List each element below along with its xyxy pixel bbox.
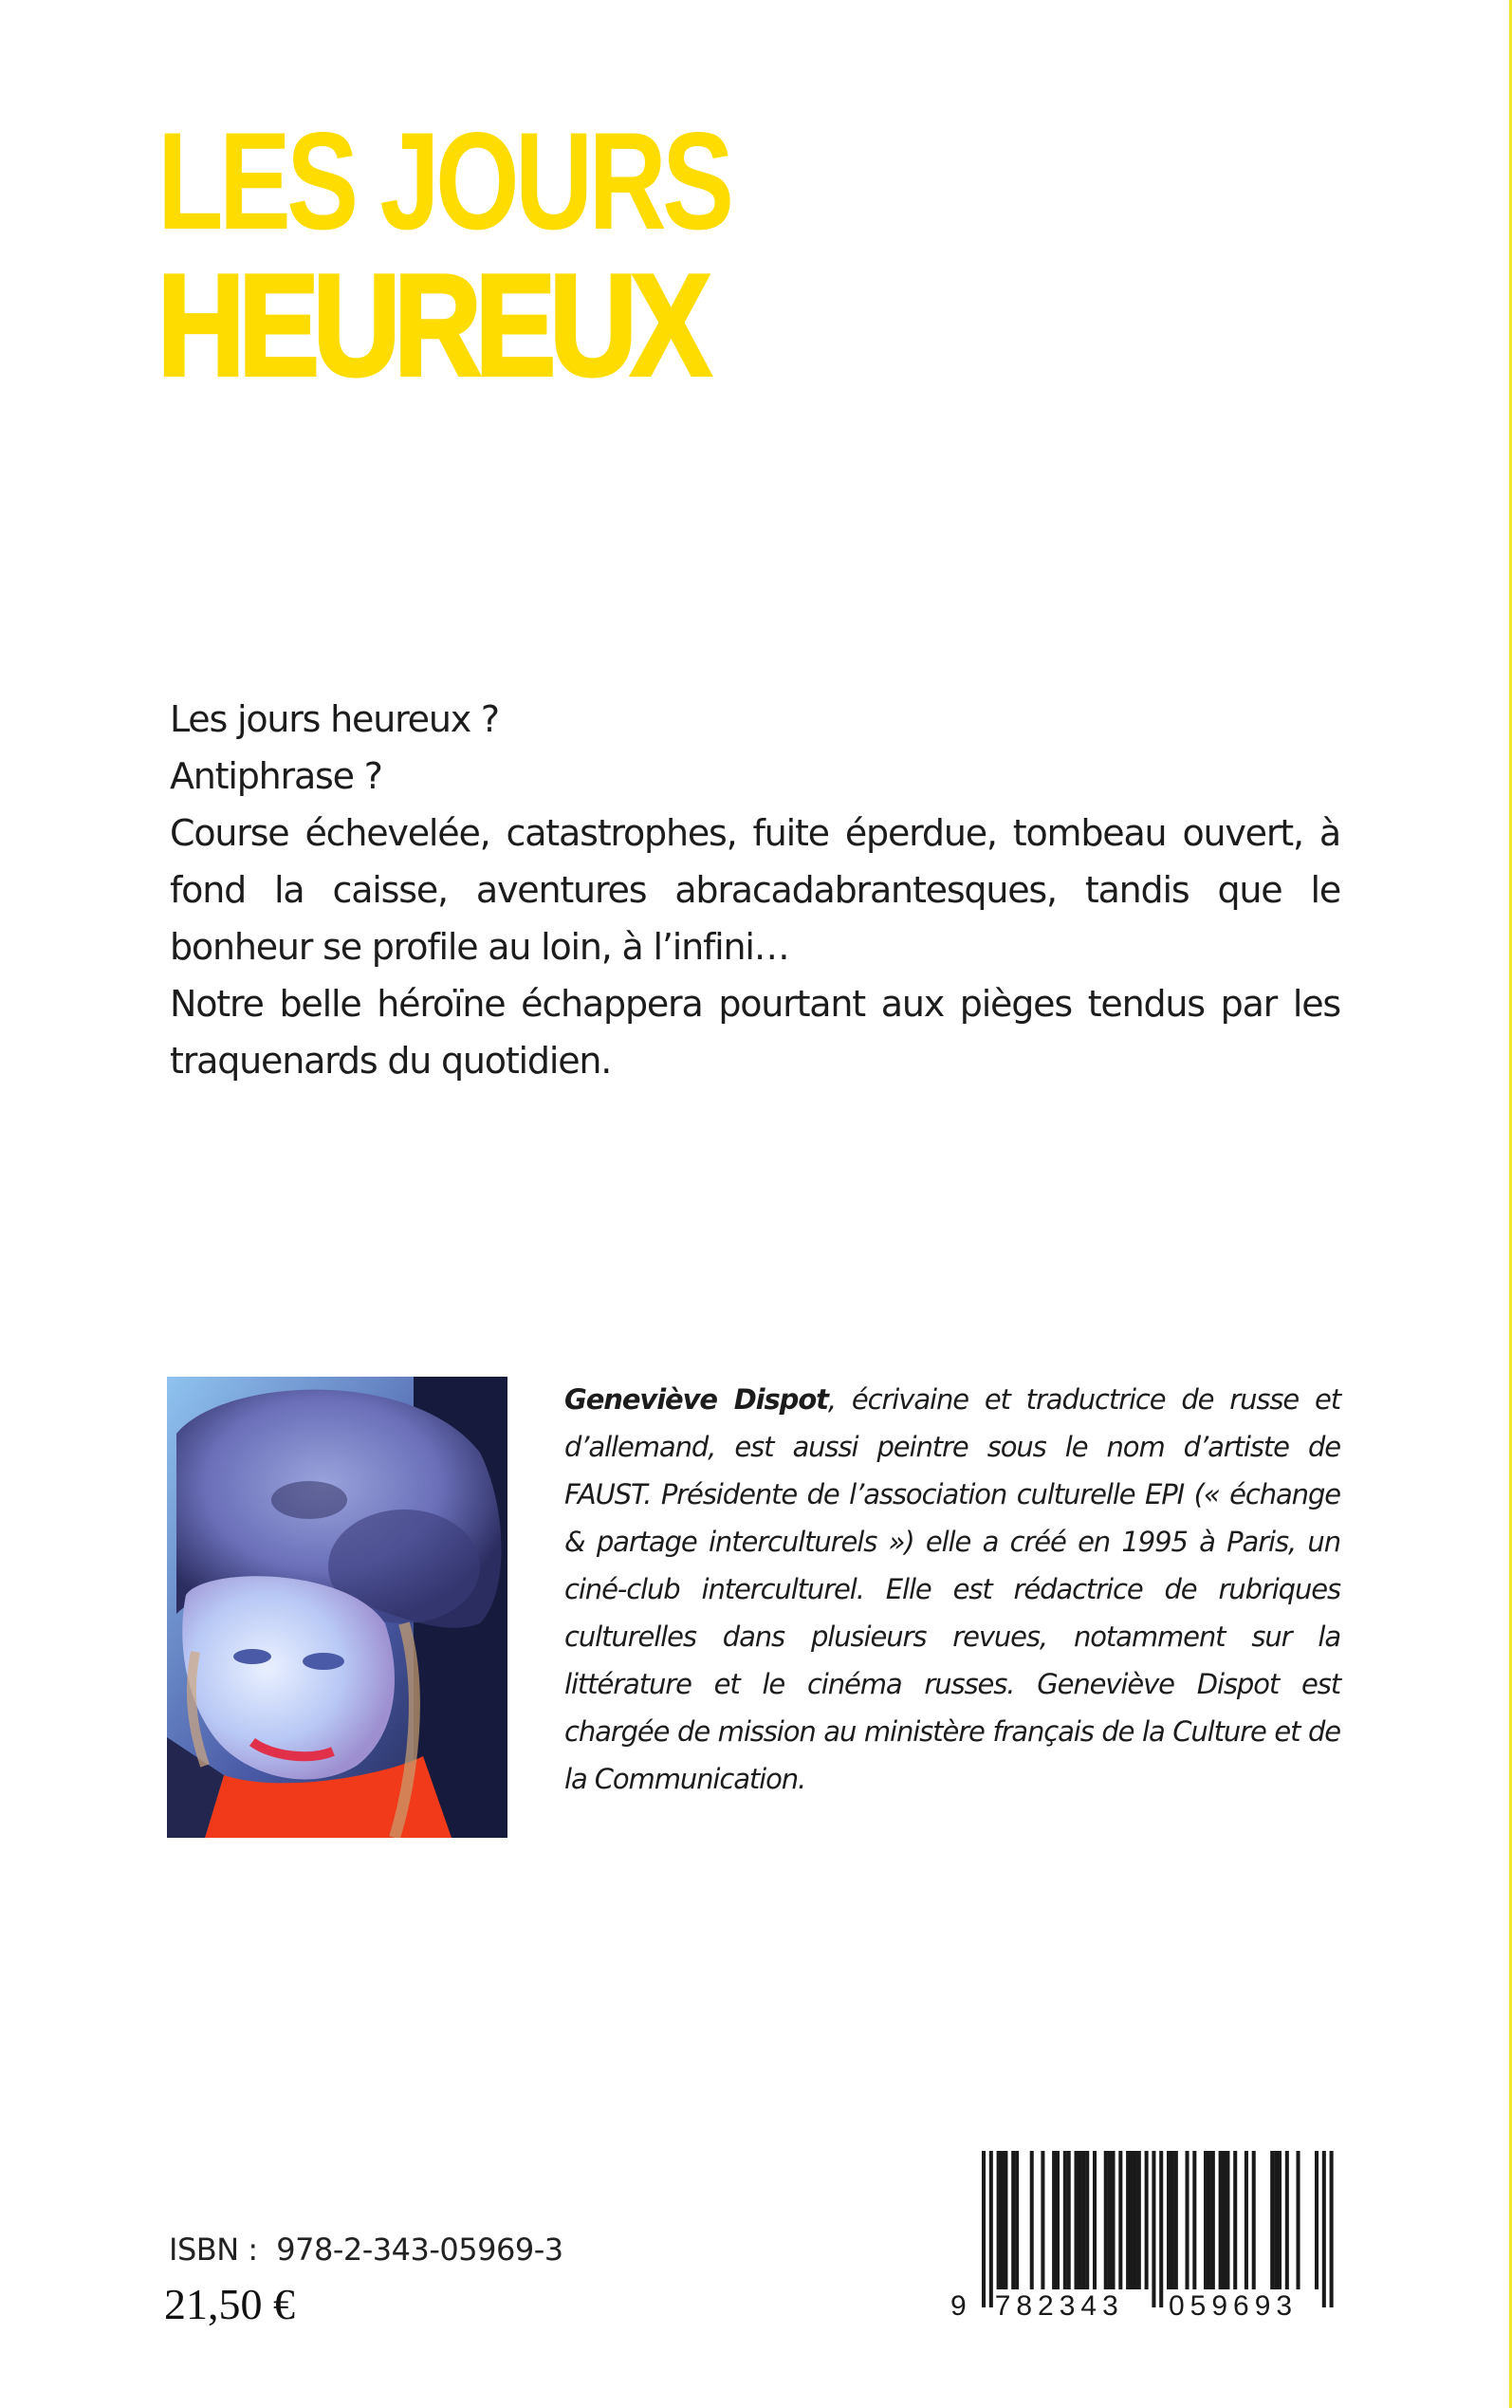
book-title [157, 103, 892, 406]
author-photo [167, 1377, 507, 1838]
author-name: Geneviève Dispot [564, 1383, 828, 1416]
author-bio [564, 1376, 1340, 1803]
svg-text:782343: 782343 [994, 2290, 1124, 2322]
svg-text:059693: 059693 [1169, 2290, 1299, 2322]
isbn-label: ISBN : [169, 2232, 258, 2268]
blurb-line: Les jours heureux ? [170, 698, 499, 740]
isbn-value: 978-2-343-05969-3 [276, 2232, 563, 2268]
blurb-paragraph: Course échevelée, catastrophes, fuite éperdue, tombeau ouvert, à fond la caisse, aventures abracadabrantesques, tandis que le bonheur se profile au loin, à l’infini… [170, 812, 1340, 968]
title-line-les-jours: LES JOURS [157, 103, 730, 258]
blurb-line: Antiphrase ? [170, 755, 382, 797]
price: 21,50 € [164, 2280, 295, 2328]
ean13-barcode [944, 2151, 1342, 2331]
blurb-paragraph: Notre belle héroïne échappera pourtant aux pièges tendus par les traquenards du quotidien. [170, 983, 1340, 1082]
barcode-bars [944, 2151, 1342, 2331]
svg-text:9: 9 [950, 2290, 972, 2322]
title-line-heureux: HEUREUX [157, 245, 706, 406]
author-bio-text: , écrivaine et traductrice de russe et d’allemand, est aussi peintre sous le nom d’artiste de FAUST. Présidente de l’association culturelle EPI (« échange & partage interculturels ») elle a créé en 1995 à Paris, un ciné-club interculturel. Elle est rédactrice de rubriques culturelles dans plusieurs revues, notamment sur la littérature et le cinéma russes. Geneviève Dispot est chargée de mission au ministère français de la Culture et de la Communication. [564, 1383, 1340, 1795]
author-portrait-image [167, 1377, 507, 1838]
isbn [169, 2232, 563, 2268]
back-cover-blurb [170, 691, 1340, 1089]
